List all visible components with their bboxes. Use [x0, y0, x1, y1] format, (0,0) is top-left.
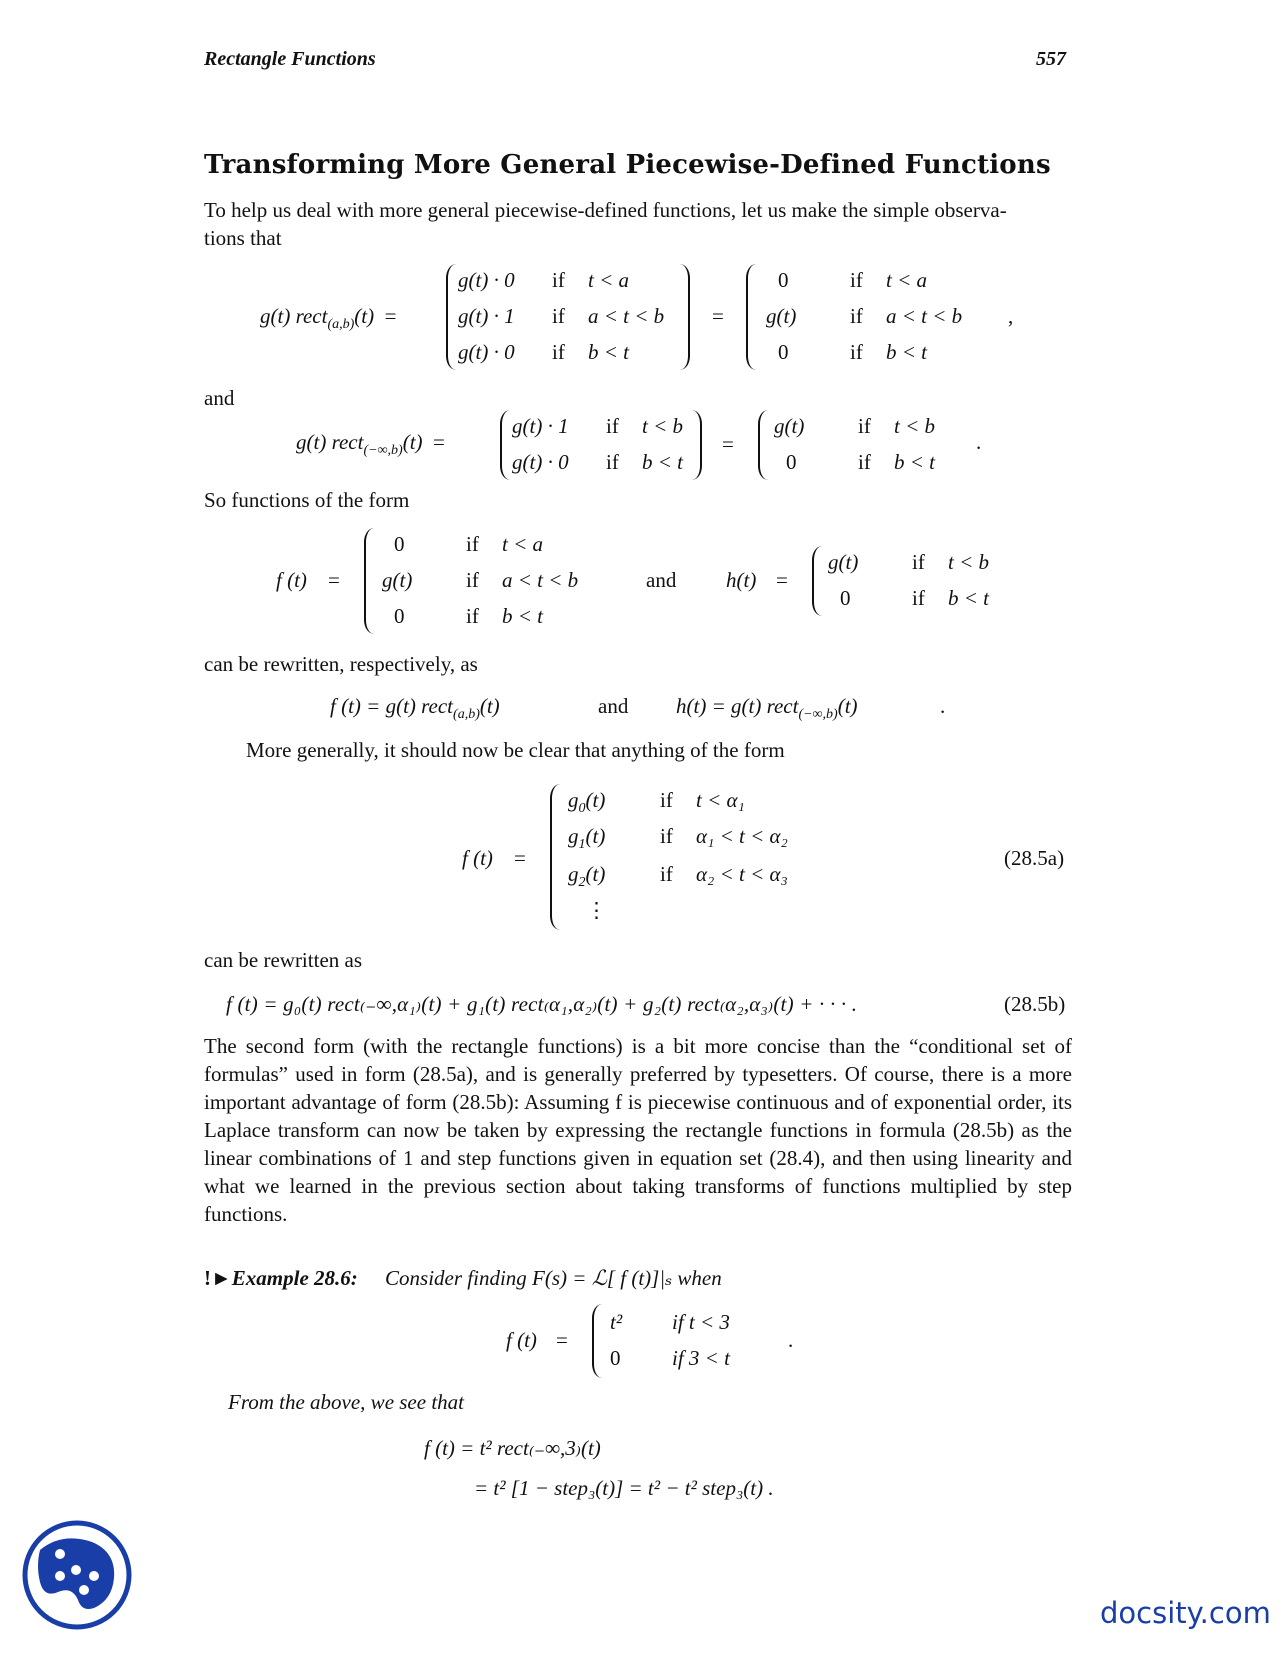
eq2-cond-1: b < t [642, 450, 684, 474]
example-equals: = [556, 1328, 568, 1352]
example-cond-1: if 3 < t [672, 1346, 730, 1370]
eq5-brace [550, 784, 560, 930]
eq3-f-cond-1: a < t < b [502, 568, 579, 592]
explanation-paragraph: The second form (with the rectangle functions) is a bit more concise than the “conditional set of formulas” used in form (28.5a), and is generally preferred by typesetters. Of course, there is a more important advantage of form (28.5b): Assuming f is piecewise continuous and of exponential order, its Laplace transform can now be taken by expressing the rectangle functions in formula (28.5b) as the linear combinations of 1 and step functions given in equation set (28.4), and then using linearity and what we learned in the previous section about taking transforms of functions multiplied by step functions. [204, 1034, 1072, 1226]
eq1-left-brace-b [746, 264, 756, 370]
docsity-logo-icon [22, 1520, 132, 1630]
eq1-cond-b1: a < t < b [886, 304, 963, 328]
eq3-f-row-0: 0 [394, 532, 405, 556]
eq5-equals: = [514, 846, 526, 870]
eq3-h-if-1: if [912, 586, 925, 610]
example-row-1: 0 [610, 1346, 621, 1370]
eq1-if-1: if [552, 304, 565, 328]
eq6-number: (28.5b) [1004, 992, 1066, 1016]
eq1-cond-b0: t < a [886, 268, 928, 292]
eq1-row-b2: 0 [778, 340, 789, 364]
eq3-f-if-0: if [466, 532, 479, 556]
eq3-f-brace [364, 528, 374, 634]
eq1-if-b2: if [850, 340, 863, 364]
eq3-h-lhs: h(t) [726, 568, 757, 592]
example-line-2: = t² [1 − step₃(t)] = t² − t² step₃(t) . [474, 1476, 774, 1500]
eq2-left-brace [500, 410, 510, 480]
rewritten-as-text: can be rewritten as [204, 948, 363, 972]
example-line-1: f (t) = t² rect₍₋∞,3₎(t) [424, 1436, 601, 1460]
example-from-above: From the above, we see that [228, 1390, 464, 1414]
eq1-lhs: g(t) rect$_{(a,b)}$(t) = [260, 304, 397, 332]
eq3-h-if-0: if [912, 550, 925, 574]
eq4-f: f (t) = g(t) rect$_{(a,b)}$(t) [330, 694, 500, 722]
eq3-h-row-1: 0 [840, 586, 851, 610]
eq1-cond-0: t < a [588, 268, 630, 292]
eq2-row-b0: g(t) [774, 414, 805, 438]
eq5-if-1: if [660, 824, 673, 848]
eq2-equals: = [722, 432, 734, 456]
eq1-row-a0: g(t) · 0 [458, 268, 515, 292]
eq4-h: h(t) = g(t) rect$_{(-\infty,b)}$(t) [676, 694, 858, 722]
eq1-row-b1: g(t) [766, 304, 797, 328]
eq1-comma: , [1008, 304, 1014, 328]
eq2-if-1: if [606, 450, 619, 474]
eq3-h-brace [812, 546, 822, 616]
eq3-h-cond-1: b < t [948, 586, 990, 610]
so-functions-text: So functions of the form [204, 488, 410, 512]
eq1-cond-b2: b < t [886, 340, 928, 364]
eq3-h-row-0: g(t) [828, 550, 859, 574]
example-brace [592, 1304, 602, 1378]
example-row-0: t² [610, 1310, 623, 1334]
eq1-if-b0: if [850, 268, 863, 292]
more-generally-text: More generally, it should now be clear that anything of the form [246, 738, 785, 762]
eq5-cond-0: t < α₁ [696, 788, 745, 812]
eq1-equals: = [712, 304, 724, 328]
eq3-f-row-2: 0 [394, 604, 405, 628]
example-statement: Consider finding F(s) = ℒ[ f (t)]|ₛ when [385, 1266, 722, 1290]
running-title: Rectangle Functions [204, 48, 376, 70]
eq2-cond-b1: b < t [894, 450, 936, 474]
eq1-if-0: if [552, 268, 565, 292]
eq1-right-brace [680, 264, 690, 370]
eq5-dots: ⋮ [586, 898, 607, 922]
eq5-g2: $g_2(t)$ [568, 862, 606, 890]
and-text: and [204, 386, 235, 410]
example-period: . [788, 1328, 794, 1352]
eq2-if-b1: if [858, 450, 871, 474]
eq2-period: . [976, 430, 982, 454]
eq4-and: and [598, 694, 629, 718]
eq2-row-b1: 0 [786, 450, 797, 474]
intro-paragraph: To help us deal with more general piecewise-defined functions, let us make the simple observa- tions that [204, 198, 1007, 250]
eq1-row-a1: g(t) · 1 [458, 304, 515, 328]
eq2-cond-b0: t < b [894, 414, 936, 438]
eq4-period: . [940, 694, 946, 718]
eq5-lhs: f (t) [462, 846, 493, 870]
eq2-row-a1: g(t) · 0 [512, 450, 569, 474]
example-cond-0: if t < 3 [672, 1310, 730, 1334]
eq1-left-brace [446, 264, 456, 370]
example-header [204, 1266, 722, 1291]
eq3-f-lhs: f (t) [276, 568, 307, 592]
eq2-lhs: g(t) rect$_{(-\infty,b)}$(t) = [296, 430, 445, 458]
eq1-cond-2: b < t [588, 340, 630, 364]
eq1-if-b1: if [850, 304, 863, 328]
docsity-watermark[interactable]: docsity.com [1100, 1596, 1271, 1630]
eq3-f-if-1: if [466, 568, 479, 592]
eq2-if-b0: if [858, 414, 871, 438]
rewritten-respectively-text: can be rewritten, respectively, as [204, 652, 478, 676]
eq5-cond-2: α₂ < t < α₃ [696, 862, 788, 886]
eq1-cond-1: a < t < b [588, 304, 665, 328]
eq2-if-0: if [606, 414, 619, 438]
eq3-f-if-2: if [466, 604, 479, 628]
eq3-f-row-1: g(t) [382, 568, 413, 592]
eq1-row-b0: 0 [778, 268, 789, 292]
eq5-g0: $g_0(t)$ [568, 788, 606, 816]
eq3-and: and [646, 568, 677, 592]
eq5-number: (28.5a) [1004, 846, 1065, 870]
eq2-left-brace-b [758, 410, 768, 480]
eq2-cond-0: t < b [642, 414, 684, 438]
eq1-if-2: if [552, 340, 565, 364]
eq5-cond-1: α₁ < t < α₂ [696, 824, 788, 848]
eq2-row-a0: g(t) · 1 [512, 414, 569, 438]
eq6-formula: f (t) = g₀(t) rect₍₋∞,α₁₎(t) + g₁(t) rect₍α₁,α₂₎(t) + g₂(t) rect₍α₂,α₃₎(t) + · · · . [226, 992, 858, 1016]
eq3-h-equals: = [776, 568, 788, 592]
page-number: 557 [1036, 48, 1066, 70]
example-marker: !► [204, 1266, 232, 1290]
eq3-f-cond-2: b < t [502, 604, 544, 628]
eq3-f-cond-0: t < a [502, 532, 544, 556]
eq1-row-a2: g(t) · 0 [458, 340, 515, 364]
eq3-h-cond-0: t < b [948, 550, 990, 574]
example-label: Example 28.6: [231, 1266, 358, 1290]
example-f-lhs: f (t) [506, 1328, 537, 1352]
eq5-g1: $g_1(t)$ [568, 824, 606, 852]
eq5-if-2: if [660, 862, 673, 886]
eq2-right-brace [692, 410, 702, 480]
eq3-f-equals: = [328, 568, 340, 592]
eq5-if-0: if [660, 788, 673, 812]
section-title: Transforming More General Piecewise-Defined Functions [204, 150, 1051, 180]
